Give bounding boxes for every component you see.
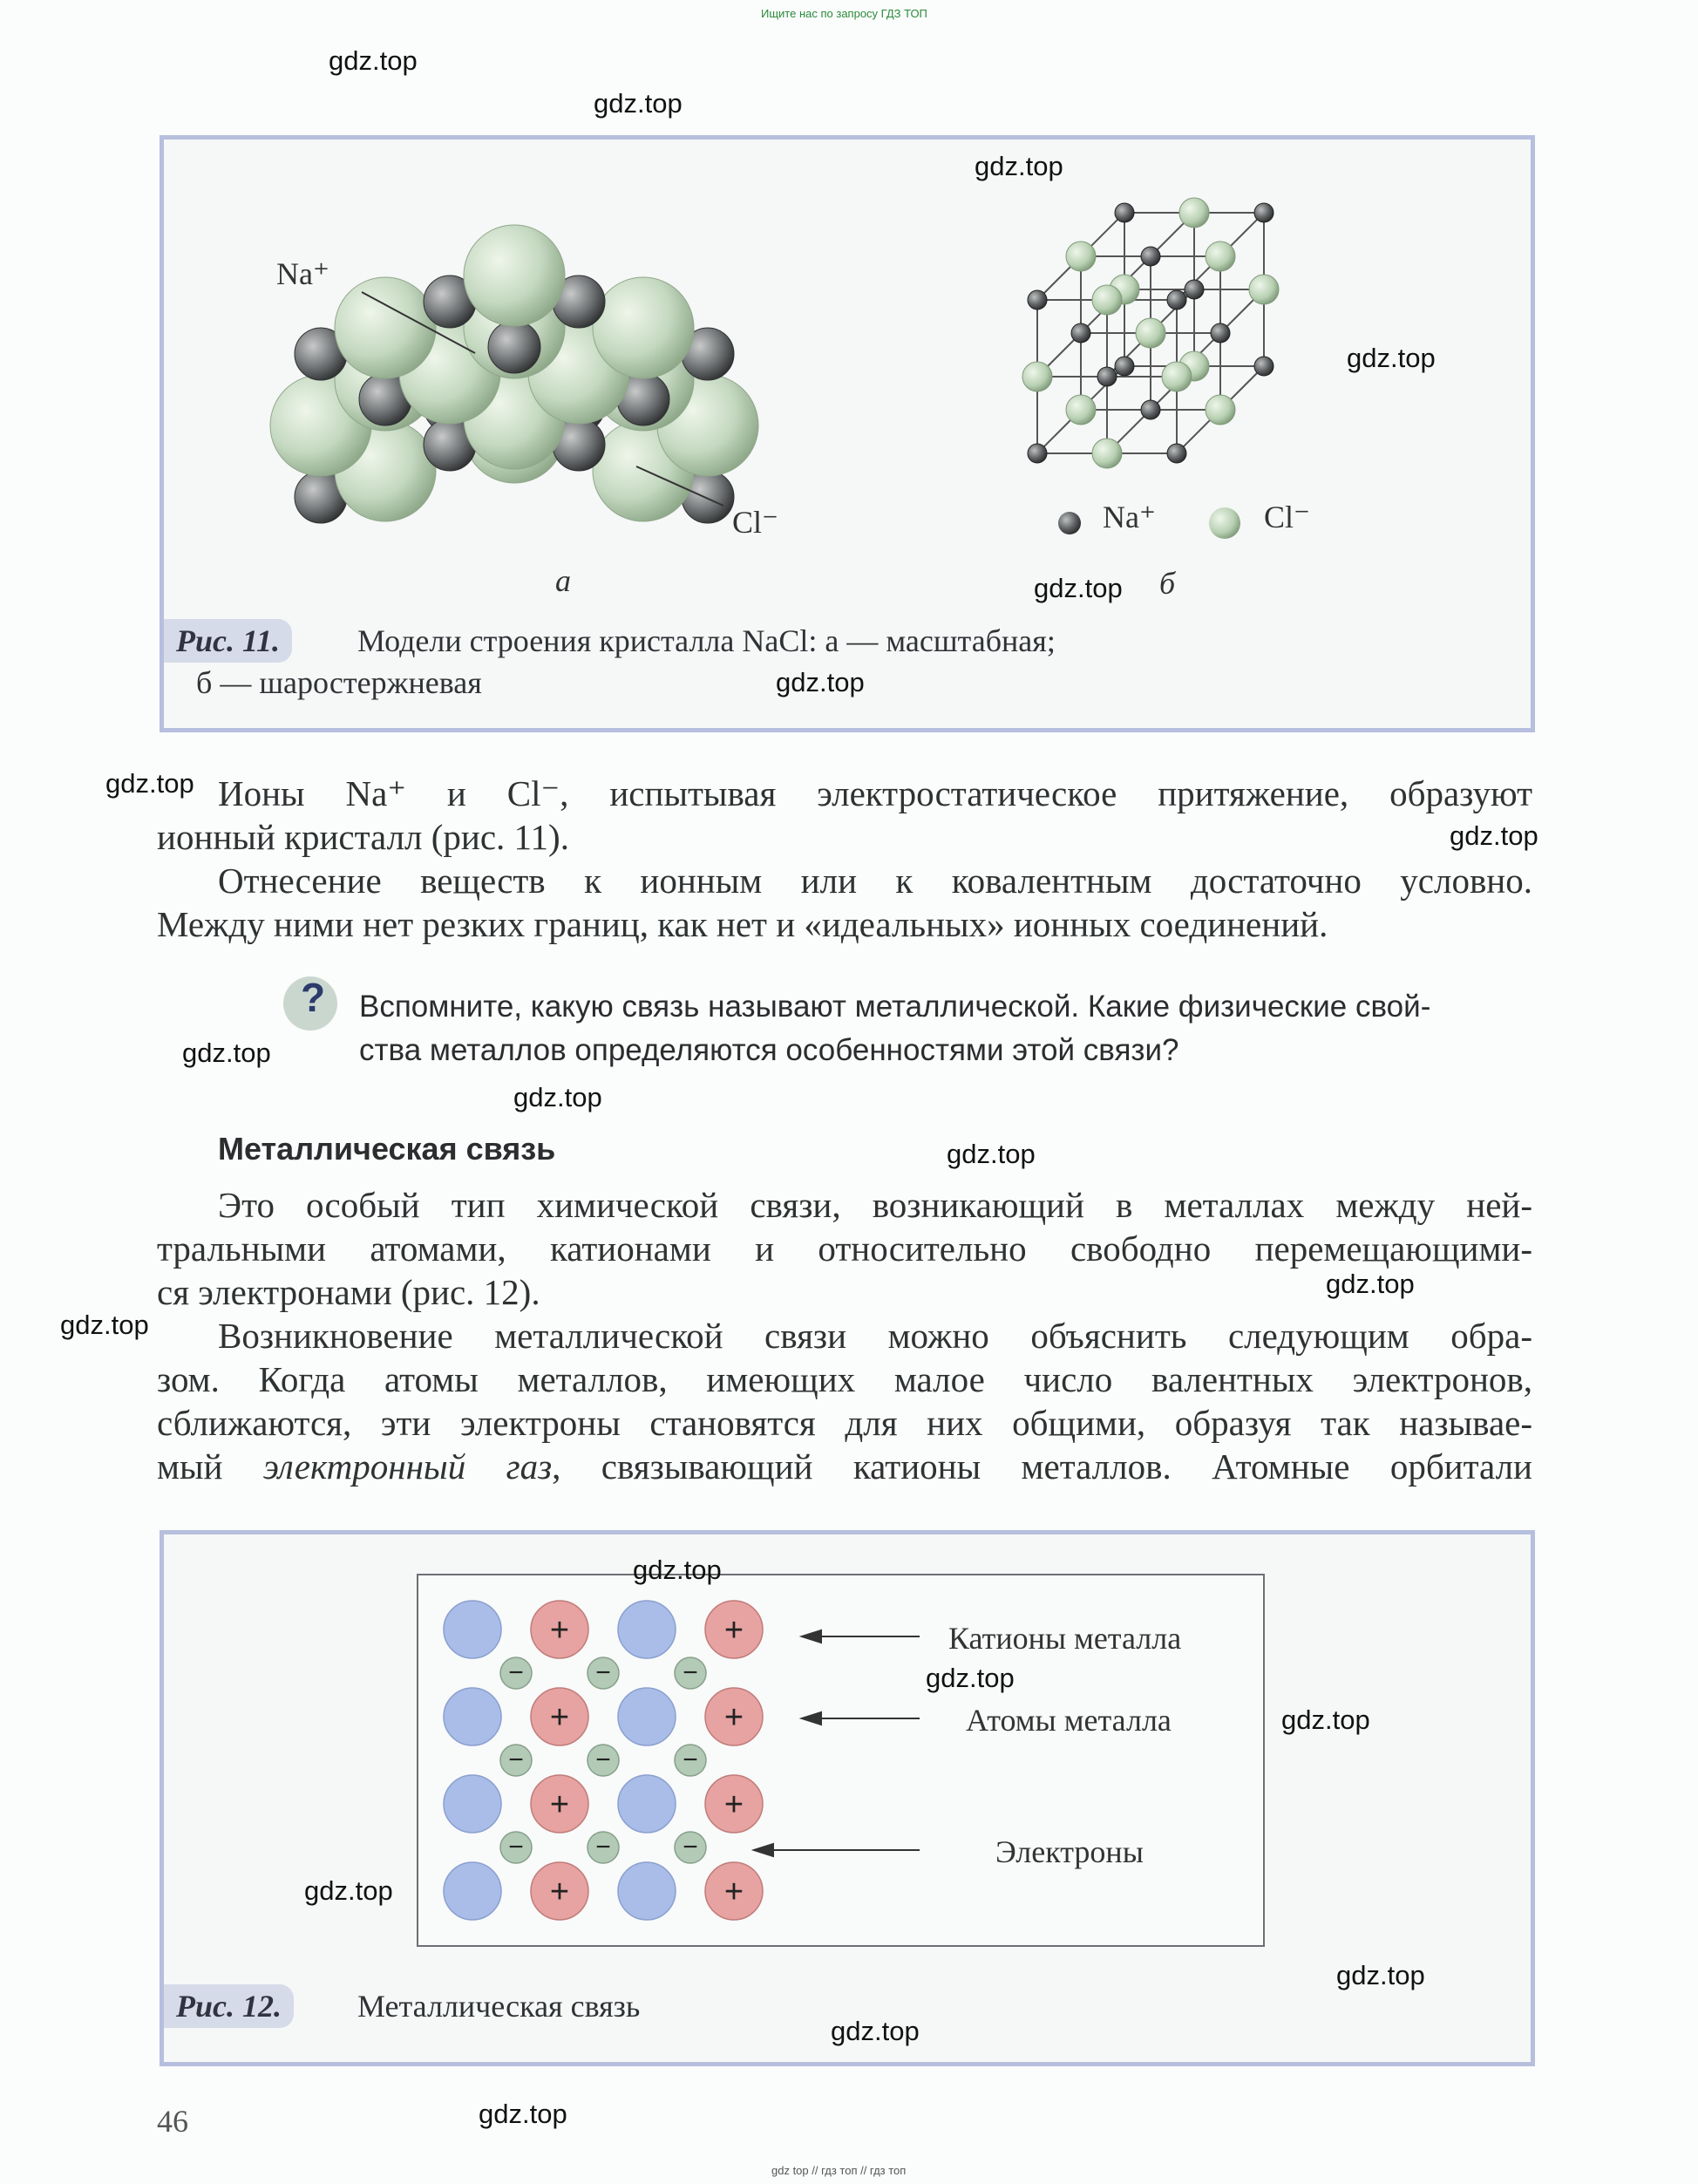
figure-12-caption: Металлическая связь [357,1989,641,2024]
watermark: gdz.top [1347,343,1436,373]
paragraph-line: Ионы Na⁺ и Cl⁻, испытывая электростатическое притяжение, образуют [218,773,1532,813]
electron-minus-sign: − [595,1745,611,1774]
paragraph-line: ионный кристалл (рис. 11). [157,817,569,857]
metal-atom [444,1688,501,1745]
watermark: gdz.top [479,2099,567,2129]
atoms-label: Атомы металла [966,1703,1172,1738]
question-line: ства металлов определяются особенностями этой связи? [359,1033,1179,1067]
cation-plus-sign: + [549,1699,570,1736]
paragraph-line: Отнесение веществ к ионным или к ковалентным достаточно условно. [218,861,1532,901]
na-ion-ball [1115,357,1134,376]
na-ion-ball [1185,280,1204,299]
text-run: , связывающий катионы металлов. Атомные орбитали [552,1446,1532,1487]
cl-ion-sphere [335,277,436,378]
na-ion-ball [1071,323,1090,343]
paragraph-origin [157,1314,1532,1488]
figure-11-caption-line1: Модели строения кристалла NaCl: а — масштабная; [357,623,1056,658]
electron-minus-sign: − [595,1658,611,1687]
paragraph-line [157,1445,1532,1488]
metal-atom [444,1601,501,1658]
electrons-label: Электроны [995,1834,1144,1869]
na-ion-ball [1028,290,1047,310]
na-label-a: Na⁺ [276,256,329,291]
section-heading: Металлическая связь [218,1131,556,1167]
legend-na-sphere [1056,510,1083,536]
legend-na-label: Na⁺ [1103,500,1156,534]
watermark: gdz.top [1326,1269,1415,1299]
cl-ion-ball [1249,275,1279,304]
watermark: gdz.top [60,1310,149,1340]
metal-atom [618,1688,676,1745]
paragraph-line: Между ними нет резких границ, как нет и «идеальных» ионных соединений. [157,904,1328,944]
watermark: gdz.top [513,1082,602,1112]
cations-arrowhead [802,1630,821,1643]
na-ion-ball [1097,367,1117,386]
watermark: gdz.top [776,667,865,697]
metal-atom [618,1601,676,1658]
cation-plus-sign: + [723,1874,744,1910]
na-ion-ball [1167,444,1186,463]
top-search-note: Ищите нас по запросу ГДЗ ТОП [761,7,927,20]
text-run: мый [157,1446,263,1487]
watermark: gdz.top [182,1038,271,1068]
cl-ion-ball [1092,285,1122,315]
metal-atom [444,1775,501,1833]
paragraph-line: Возникновение металлической связи можно объяснить следующим обра- [218,1316,1532,1356]
watermark: gdz.top [926,1663,1015,1693]
subfigure-b-label: б [1159,566,1176,601]
electron-minus-sign: − [683,1745,698,1774]
paragraph-line: сближаются, эти электроны становятся для них общими, образуя так называе- [157,1403,1532,1443]
cation-plus-sign: + [549,1874,570,1910]
paragraph-line: Это особый тип химической связи, возникающий в металлах между ней- [218,1185,1532,1225]
watermark: gdz.top [831,2016,920,2046]
paragraph-classification [157,859,1532,946]
watermark: gdz.top [947,1139,1036,1169]
cl-ion-ball [1206,242,1235,271]
question-line: Вспомните, какую связь называют металлической. Какие физические свой- [359,990,1431,1024]
na-ion-sphere [488,321,540,373]
na-ion-ball [1211,323,1230,343]
page-number: 46 [157,2104,188,2139]
cation-plus-sign: + [549,1612,570,1649]
na-ion-ball [1254,357,1274,376]
cation-plus-sign: + [549,1786,570,1823]
paragraph-line: зом. Когда атомы металлов, имеющих малое число валентных электронов, [157,1359,1532,1399]
watermark: gdz.top [594,88,683,119]
cations-label: Катионы металла [948,1621,1182,1656]
electron-minus-sign: − [683,1833,698,1861]
figure-11-label: Рис. 11. [164,619,292,663]
watermark: gdz.top [1450,820,1538,851]
cl-ion-ball [1022,362,1052,391]
nacl-space-filling-model [253,157,915,549]
atoms-arrowhead [802,1712,821,1725]
cl-ion-sphere [464,225,565,326]
cl-ion-ball [1206,395,1235,425]
watermark: gdz.top [304,1875,393,1906]
watermark: gdz.top [633,1555,722,1585]
cl-ion-ball [1162,362,1192,391]
italic-term: электронный газ [262,1446,553,1487]
question-icon: ? [301,975,326,1020]
cl-label-a: Cl⁻ [732,505,779,540]
na-ion-ball [1115,203,1134,222]
watermark: gdz.top [975,151,1063,181]
electron-minus-sign: − [683,1658,698,1687]
cation-plus-sign: + [723,1786,744,1823]
na-ion-ball [1254,203,1274,222]
cl-ion-ball [1092,439,1122,468]
metal-atom [618,1775,676,1833]
cl-ion-ball [1136,318,1165,348]
watermark: gdz.top [1034,573,1123,603]
cation-plus-sign: + [723,1612,744,1649]
figure-11-caption-line2: б — шаростержневая [196,665,482,700]
nacl-ball-stick-model [1002,166,1334,488]
cl-ion-ball [1066,242,1096,271]
cl-ion-sphere [593,277,694,378]
electrons-arrowhead [754,1844,773,1856]
paragraph-ions [157,772,1532,859]
legend-cl-sphere [1207,506,1242,541]
cl-ion-ball [1066,395,1096,425]
electron-minus-sign: − [508,1833,524,1861]
electron-minus-sign: − [508,1745,524,1774]
metal-atom [618,1862,676,1920]
watermark: gdz.top [105,768,194,799]
paragraph-line: ся электронами (рис. 12). [157,1272,540,1312]
cl-ion-ball [1179,198,1209,228]
na-ion-ball [1028,444,1047,463]
cation-plus-sign: + [723,1699,744,1736]
na-ion-ball [1167,290,1186,310]
watermark: gdz.top [1281,1704,1370,1735]
watermark: gdz.top [1336,1960,1425,1990]
figure-12-label: Рис. 12. [164,1984,294,2028]
metal-atom [444,1862,501,1920]
question-text [359,985,1536,1072]
watermark: gdz.top [329,45,418,76]
bottom-note: gdz top // гдз топ // гдз топ [771,2164,907,2177]
electron-minus-sign: − [508,1658,524,1687]
legend-cl-label: Cl⁻ [1264,500,1311,534]
electron-minus-sign: − [595,1833,611,1861]
paragraph-line: тральными атомами, катионами и относительно свободно перемещающими- [157,1228,1532,1269]
subfigure-a-label: а [555,563,571,598]
na-ion-ball [1141,247,1160,266]
na-ion-ball [1141,400,1160,419]
